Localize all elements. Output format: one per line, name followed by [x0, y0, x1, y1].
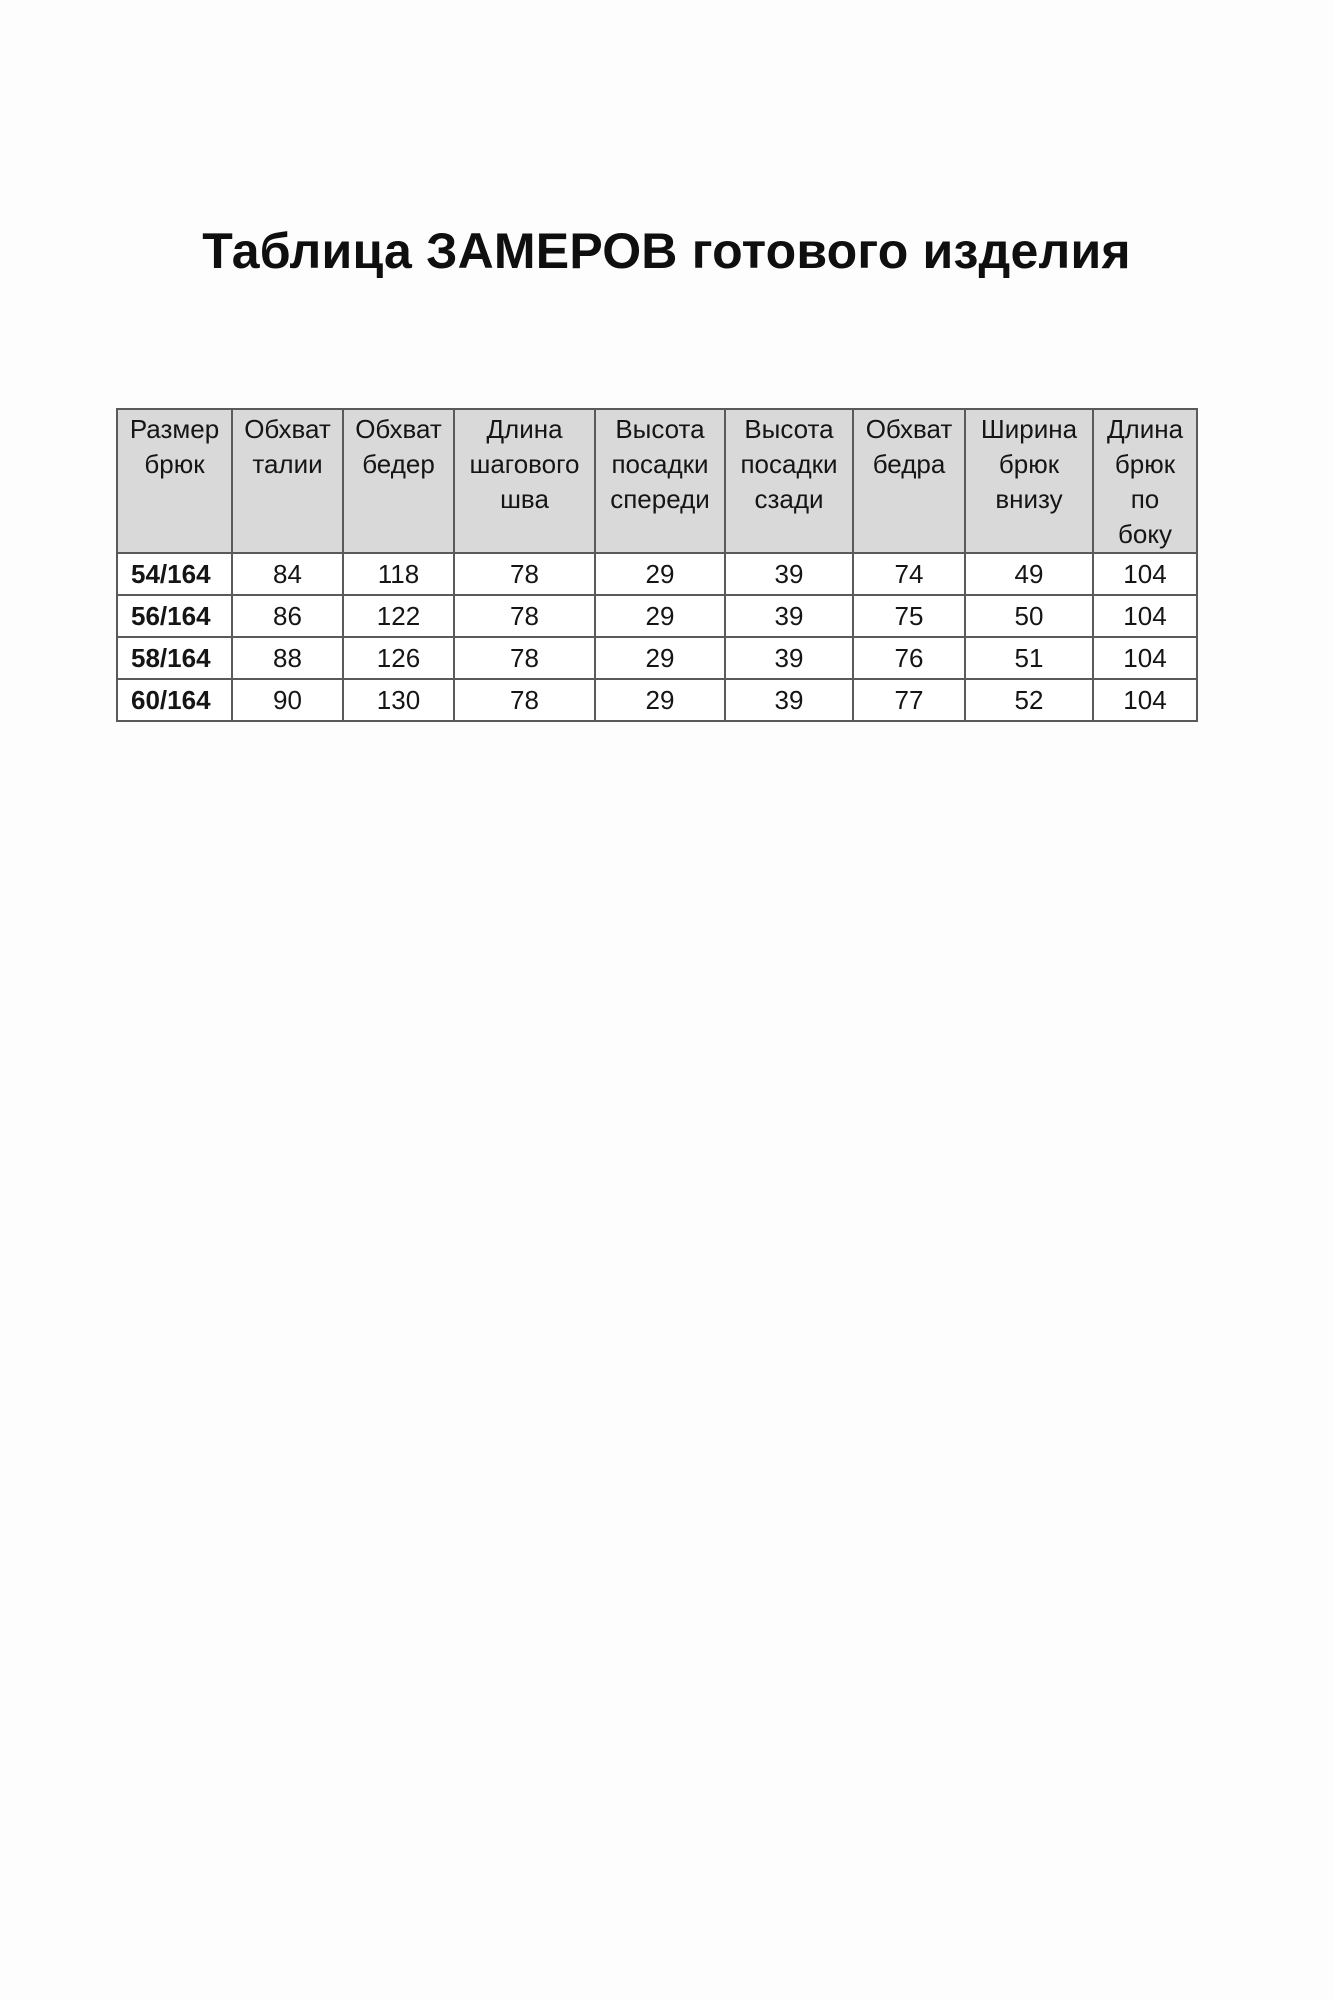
table-cell: 29 [595, 595, 725, 637]
table-cell: 78 [454, 595, 595, 637]
table-cell: 78 [454, 637, 595, 679]
size-cell: 54/164 [117, 553, 232, 595]
table-row [117, 553, 1197, 595]
table-header-row [117, 409, 1197, 553]
size-cell: 58/164 [117, 637, 232, 679]
table-cell: 51 [965, 637, 1093, 679]
table-cell: 50 [965, 595, 1093, 637]
table-cell: 122 [343, 595, 454, 637]
table-cell: 39 [725, 553, 853, 595]
table-row [117, 679, 1197, 721]
table-cell: 104 [1093, 637, 1197, 679]
table-cell: 29 [595, 679, 725, 721]
header-back-rise: Высота посадки сзади [725, 409, 853, 553]
table-cell: 78 [454, 553, 595, 595]
measurements-table [116, 408, 1198, 722]
header-waist: Обхват талии [232, 409, 343, 553]
table-cell: 52 [965, 679, 1093, 721]
table-cell: 126 [343, 637, 454, 679]
header-front-rise: Высота посадки спереди [595, 409, 725, 553]
header-size: Размер брюк [117, 409, 232, 553]
table-cell: 86 [232, 595, 343, 637]
table-cell: 75 [853, 595, 965, 637]
table-cell: 77 [853, 679, 965, 721]
table-cell: 49 [965, 553, 1093, 595]
table-cell: 104 [1093, 595, 1197, 637]
table-cell: 90 [232, 679, 343, 721]
table-cell: 39 [725, 637, 853, 679]
header-side-length: Длина брюк по боку [1093, 409, 1197, 553]
table-row [117, 637, 1197, 679]
size-cell: 60/164 [117, 679, 232, 721]
table-cell: 78 [454, 679, 595, 721]
table-cell: 104 [1093, 553, 1197, 595]
table-cell: 29 [595, 553, 725, 595]
table-cell: 39 [725, 595, 853, 637]
table-cell: 84 [232, 553, 343, 595]
size-cell: 56/164 [117, 595, 232, 637]
header-hem-width: Ширина брюк внизу [965, 409, 1093, 553]
table-cell: 118 [343, 553, 454, 595]
table-row [117, 595, 1197, 637]
header-thigh: Обхват бедра [853, 409, 965, 553]
header-hips: Обхват бедер [343, 409, 454, 553]
page-title: Таблица ЗАМЕРОВ готового изделия [202, 223, 1131, 279]
table-cell: 29 [595, 637, 725, 679]
table-cell: 130 [343, 679, 454, 721]
table-cell: 76 [853, 637, 965, 679]
table-cell: 104 [1093, 679, 1197, 721]
header-inseam: Длина шагового шва [454, 409, 595, 553]
table-cell: 39 [725, 679, 853, 721]
table-cell: 88 [232, 637, 343, 679]
table-cell: 74 [853, 553, 965, 595]
